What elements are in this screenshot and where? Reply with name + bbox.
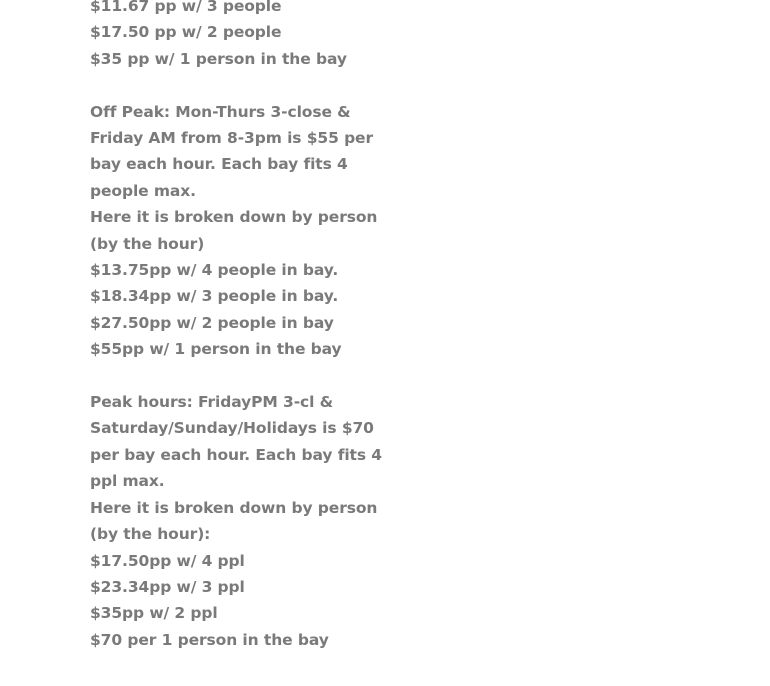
- price-line: $27.50pp w/ 2 people in bay: [90, 313, 334, 332]
- price-line: $13.75pp w/ 4 people in bay.: [90, 261, 339, 280]
- price-line: $18.34pp w/ 3 people in bay.: [90, 287, 339, 306]
- price-line: $35pp w/ 2 ppl: [90, 604, 218, 623]
- price-line: $35 pp w/ 1 person in the bay: [90, 49, 347, 68]
- price-line: $17.50 pp w/ 2 people: [90, 23, 282, 42]
- price-line: $11.67 pp w/ 3 people: [90, 0, 282, 15]
- price-line: $23.34pp w/ 3 ppl: [90, 577, 245, 596]
- price-line: $70 per 1 person in the bay: [90, 630, 329, 649]
- price-line: $17.50pp w/ 4 ppl: [90, 551, 245, 570]
- off-peak-breakdown-label: Here it is broken down by person (by the hour): [90, 208, 378, 253]
- paragraph-gap: [90, 363, 390, 389]
- price-line: $55pp w/ 1 person in the bay: [90, 340, 342, 359]
- pricing-text: [90, 0, 390, 653]
- off-peak-intro: Off Peak: Mon-Thurs 3-close & Friday AM from 8-3pm is $55 per bay each hour. Each bay fits 4 people max.: [90, 102, 374, 200]
- peak-breakdown-label: Here it is broken down by person (by the hour):: [90, 498, 378, 544]
- peak-intro: Peak hours: FridayPM 3-cl & Saturday/Sunday/Holidays is $70 per bay each hour. Each bay fits 4 ppl max.: [90, 393, 382, 491]
- paragraph-gap: [90, 72, 390, 98]
